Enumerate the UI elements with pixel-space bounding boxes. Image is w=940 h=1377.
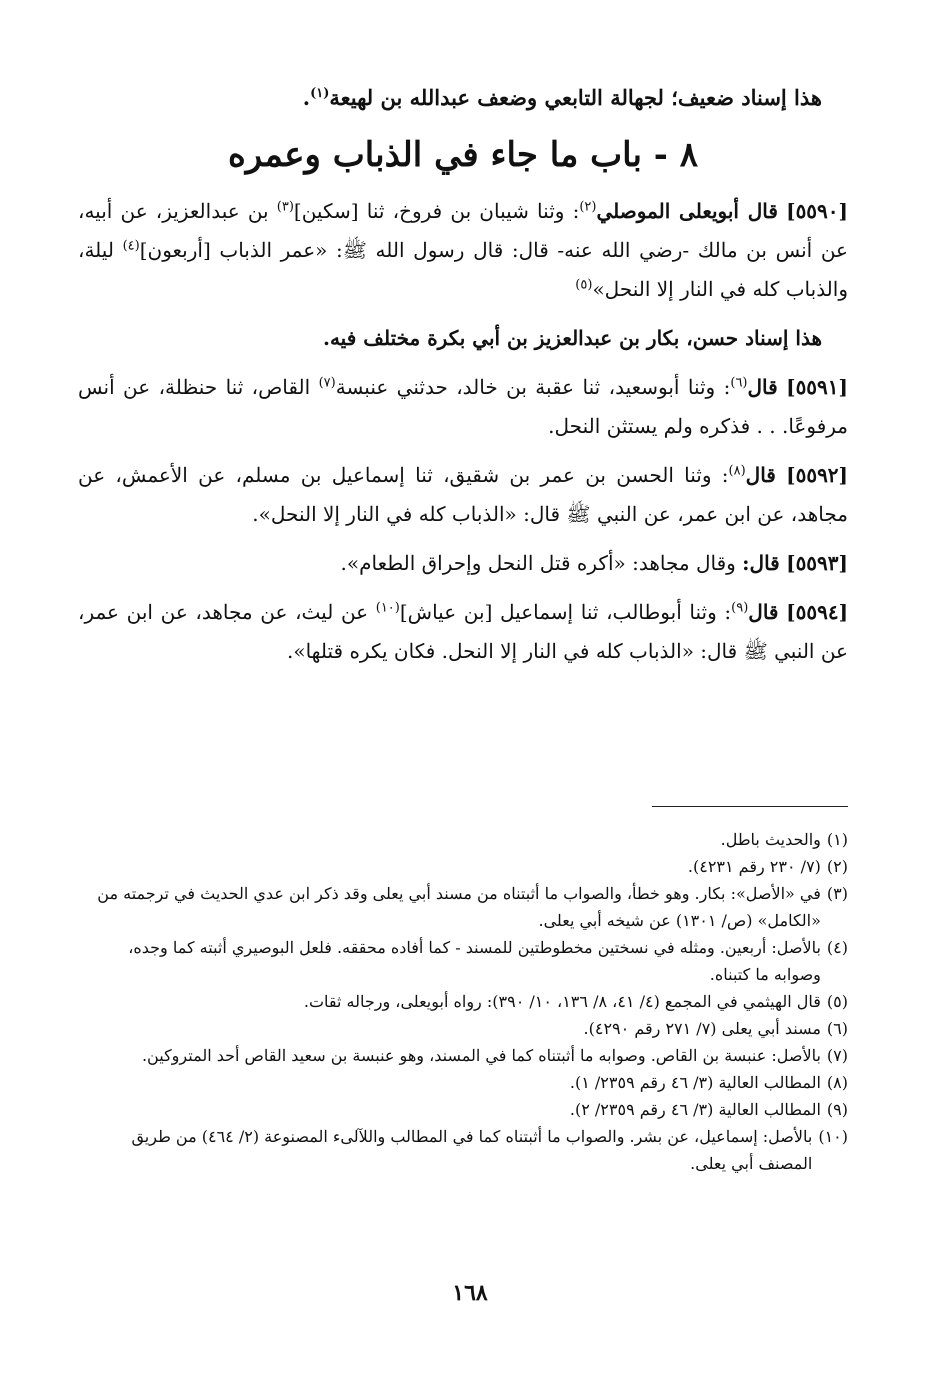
hadith-narrator: قال — [745, 463, 776, 487]
footnote-ref: (٨) — [728, 463, 746, 479]
footnote-number: (٧) — [826, 1046, 848, 1065]
footnote-ref: (١٠) — [375, 600, 400, 616]
hadith-text: عن ليث، عن مجاهد، عن ابن عمر، عن النبي ﷺ قال: «الذباب كله في النار إلا النحل. فكان يكره قتلها». — [78, 600, 848, 663]
footnotes — [78, 826, 848, 1177]
hadith-5590 — [78, 192, 848, 309]
hadith-narrator: قال — [748, 600, 779, 624]
footnote-divider — [652, 806, 848, 807]
hadith-number: [٥٥٩٤] — [786, 600, 849, 624]
footnote-ref: (٣) — [276, 199, 294, 215]
intro-grading — [78, 78, 822, 118]
footnote-item — [78, 1123, 848, 1177]
hadith-text: القاص، ثنا حنظلة، عن أنس مرفوعًا. . . فذكره ولم يستثن النحل. — [78, 375, 848, 438]
grade-5590: هذا إسناد حسن، بكار بن عبدالعزيز بن أبي بكرة مختلف فيه. — [323, 326, 822, 350]
footnote-text: (٧/ ٢٣٠ رقم ٤٢٣١). — [687, 857, 821, 876]
footnote-ref: (٢) — [579, 199, 597, 215]
footnote-text: في «الأصل»: بكار. وهو خطأ، والصواب ما أثبتناه من مسند أبي يعلى وقد ذكر ابن عدي الحديث في ترجمته من «الكامل» (ص/ ١٣٠١) عن شيخه أبي يعلى. — [97, 884, 821, 930]
main-text — [78, 78, 848, 681]
footnote-number: (٦) — [826, 1019, 848, 1038]
hadith-number: [٥٥٩١] — [786, 375, 848, 399]
footnote-number: (١) — [826, 830, 848, 849]
footnote-ref: (٩) — [731, 600, 749, 616]
footnote-item — [78, 826, 848, 853]
footnote-ref: (١) — [310, 86, 330, 101]
footnote-ref: (٥) — [575, 277, 593, 293]
hadith-5592 — [78, 456, 848, 534]
footnote-number: (٩) — [826, 1100, 848, 1119]
hadith-number: [٥٥٩٢] — [786, 463, 849, 487]
hadith-text: : وثنا الحسن بن عمر بن شقيق، ثنا إسماعيل بن مسلم، عن الأعمش، عن مجاهد، عن ابن عمر، عن النبي ﷺ قال: «الذباب كله في النار إلا النحل». — [78, 463, 848, 526]
hadith-5593 — [78, 544, 848, 583]
hadith-text: : وثنا أبوطالب، ثنا إسماعيل [بن عياش] — [399, 600, 732, 624]
hadith-number: [٥٥٩٠] — [786, 199, 848, 223]
footnote-number: (٣) — [826, 884, 848, 903]
hadith-text: بن عبدالعزيز، عن أبيه، عن أنس بن مالك -رضي الله عنه- قال: قال رسول الله ﷺ: «عمر الذباب [أربعون] — [78, 199, 848, 262]
footnote-item — [78, 880, 848, 934]
hadith-text: ليلة، والذباب كله في النار إلا النحل» — [78, 238, 848, 301]
footnote-ref: (٦) — [730, 375, 748, 391]
hadith-5591 — [78, 368, 848, 446]
hadith-text: وقال مجاهد: «أكره قتل النحل وإحراق الطعام». — [340, 551, 743, 575]
footnote-item — [78, 1096, 848, 1123]
footnote-number: (٨) — [826, 1073, 848, 1092]
page-number: ١٦٨ — [452, 1280, 488, 1306]
chapter-title: ٨ - باب ما جاء في الذباب وعمره — [227, 135, 698, 175]
footnote-text: المطالب العالية (٣/ ٤٦ رقم ٢٣٥٩/ ١). — [569, 1073, 821, 1092]
intro-end: . — [302, 85, 311, 110]
footnote-text: قال الهيثمي في المجمع (٤/ ٤١، ٨/ ١٣٦، ١٠/ ٣٩٠): رواه أبويعلى، ورجاله ثقات. — [303, 992, 821, 1011]
hadith-text: : وثنا أبوسعيد، ثنا عقبة بن خالد، حدثني عنبسة — [335, 375, 731, 399]
footnote-number: (٢) — [826, 857, 848, 876]
footnote-text: المطالب العالية (٣/ ٤٦ رقم ٢٣٥٩/ ٢). — [569, 1100, 821, 1119]
intro-text: هذا إسناد ضعيف؛ لجهالة التابعي وضعف عبدالله بن لهيعة — [329, 85, 822, 110]
footnote-item — [78, 988, 848, 1015]
footnote-item — [78, 934, 848, 988]
footnote-number: (٤) — [826, 938, 848, 957]
footnote-text: بالأصل: أربعين. ومثله في نسختين مخطوطتين للمسند - كما أفاده محققه. فلعل البوصيري أثبته كما وجده، وصوابه ما كتبناه. — [128, 938, 821, 984]
footnote-item — [78, 853, 848, 880]
hadith-narrator: قال: — [742, 551, 780, 575]
hadith-narrator: قال أبويعلى الموصلي — [596, 199, 778, 223]
footnote-text: مسند أبي يعلى (٧/ ٢٧١ رقم ٤٢٩٠). — [583, 1019, 821, 1038]
footnote-ref: (٧) — [318, 375, 336, 391]
footnote-item — [78, 1042, 848, 1069]
footnote-text: والحديث باطل. — [720, 830, 821, 849]
footnote-text: بالأصل: إسماعيل، عن بشر. والصواب ما أثبتناه كما في المطالب واللآلىء المصنوعة (٢/ ٤٦٤) من طريق المصنف أبي يعلى. — [131, 1127, 813, 1173]
footnote-ref: (٤) — [122, 238, 140, 254]
footnote-text: بالأصل: عنبسة بن القاص. وصوابه ما أثبتناه كما في المسند، وهو عنبسة بن سعيد القاص أحد المتروكين. — [141, 1046, 821, 1065]
footnote-item — [78, 1015, 848, 1042]
hadith-number: [٥٥٩٣] — [786, 551, 848, 575]
hadith-5594 — [78, 593, 848, 671]
hadith-text: : وثنا شيبان بن فروخ، ثنا [سكين] — [293, 199, 580, 223]
footnote-number: (١٠) — [818, 1127, 848, 1146]
footnote-item — [78, 1069, 848, 1096]
footnote-number: (٥) — [826, 992, 848, 1011]
hadith-narrator: قال — [747, 375, 778, 399]
